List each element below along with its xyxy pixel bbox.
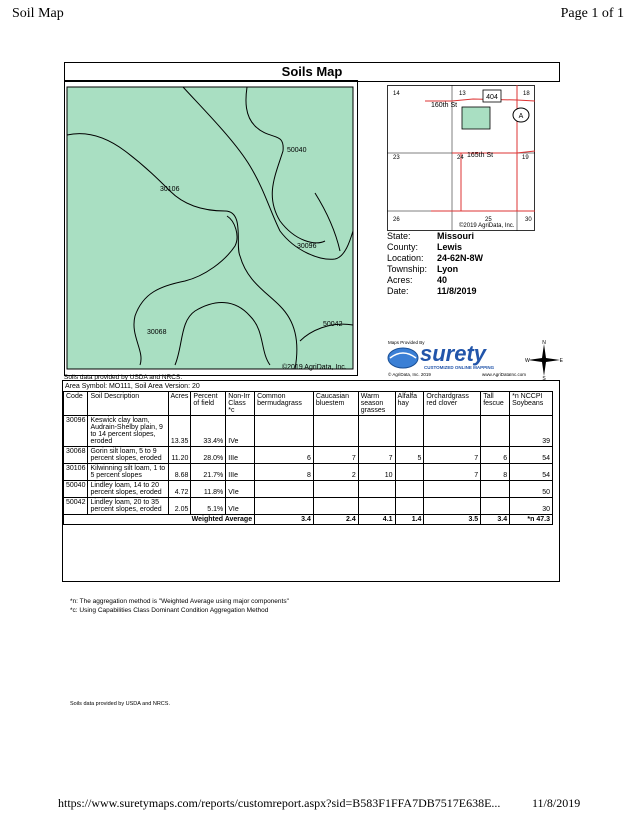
road-label: 160th St	[431, 102, 458, 109]
col-header: Common bermudagrass	[255, 392, 314, 416]
col-header: Percent of field	[191, 392, 226, 416]
section-label: 18	[523, 91, 530, 97]
section-label: 30	[525, 217, 532, 223]
field-location	[462, 107, 490, 129]
table-row	[64, 481, 553, 498]
soil-table-section	[62, 380, 560, 582]
table-cell: 30	[510, 498, 553, 515]
weighted-value: 3.4	[481, 515, 510, 525]
table-cell	[481, 498, 510, 515]
col-header: Acres	[168, 392, 191, 416]
weighted-value: *n 47.3	[510, 515, 553, 525]
table-cell	[395, 498, 424, 515]
soil-map-graphic	[65, 81, 357, 375]
section-label: 19	[522, 155, 529, 161]
table-cell: 10	[358, 464, 395, 481]
table-cell	[395, 481, 424, 498]
table-cell: 2	[313, 464, 358, 481]
soil-map	[64, 80, 358, 376]
table-row	[64, 447, 553, 464]
surety-globe-icon	[386, 346, 420, 370]
footer-date: 11/8/2019	[532, 796, 581, 810]
table-cell: 11.20	[168, 447, 191, 464]
table-cell: 8	[481, 464, 510, 481]
section-label: 26	[393, 217, 400, 223]
table-cell: 28.0%	[191, 447, 226, 464]
table-cell	[424, 416, 481, 447]
table-cell: 5.1%	[191, 498, 226, 515]
table-cell: 2.05	[168, 498, 191, 515]
map-copyright: ©2019 AgriData, Inc.	[282, 364, 347, 371]
weighted-average-row	[64, 515, 553, 525]
section-label: 14	[393, 91, 400, 97]
table-cell	[424, 481, 481, 498]
field-boundary	[67, 87, 353, 369]
table-cell: IIIe	[226, 447, 255, 464]
surety-tagline: CUSTOMIZED ONLINE MAPPING	[424, 365, 495, 370]
soil-label: 30068	[147, 329, 167, 336]
weighted-value: 4.1	[358, 515, 395, 525]
table-cell	[313, 498, 358, 515]
table-cell	[424, 498, 481, 515]
surety-copyright: © AgriData, Inc. 2019	[388, 372, 431, 377]
map-credit: Soils data provided by USDA and NRCS.	[64, 374, 183, 381]
table-cell: Kilwinning silt loam, 1 to 5 percent slopes	[88, 464, 168, 481]
surety-logo	[386, 340, 572, 380]
info-list: State: Missouri County: Lewis Location: 24-62N-8W Township: Lyon Acres: 40 Date: 11/8/2019	[387, 231, 484, 296]
location-map-copyright: ©2019 AgriData, Inc.	[459, 223, 515, 229]
table-cell: 11.8%	[191, 481, 226, 498]
soil-table	[63, 391, 553, 525]
maps-provided-by: Maps Provided By	[388, 340, 425, 345]
soil-table-body	[64, 416, 553, 515]
area-symbol: Area Symbol: MO111, Soil Area Version: 20	[65, 383, 200, 390]
table-cell: 8.68	[168, 464, 191, 481]
route-shield-a: A	[518, 113, 524, 120]
col-header: Tall fescue	[481, 392, 510, 416]
table-cell: 8	[255, 464, 314, 481]
col-header: Code	[64, 392, 88, 416]
bottom-credit: Soils data provided by USDA and NRCS.	[70, 701, 170, 707]
soil-label: 50040	[287, 147, 307, 154]
table-cell: IIIe	[226, 464, 255, 481]
table-cell: 21.7%	[191, 464, 226, 481]
table-cell	[358, 416, 395, 447]
section-label: 13	[459, 91, 466, 97]
table-cell: 50040	[64, 481, 88, 498]
table-cell: Lindley loam, 14 to 20 percent slopes, eroded	[88, 481, 168, 498]
table-cell	[255, 416, 314, 447]
table-cell: 30106	[64, 464, 88, 481]
table-cell: 13.35	[168, 416, 191, 447]
table-row	[64, 416, 553, 447]
page-header-title: Soil Map	[12, 6, 64, 21]
location-map	[387, 85, 535, 231]
road-label: 165th St	[467, 152, 494, 159]
col-header: Alfalfa hay	[395, 392, 424, 416]
table-cell	[395, 464, 424, 481]
svg-text:E: E	[559, 358, 563, 364]
table-cell: 50	[510, 481, 553, 498]
compass-icon	[524, 340, 564, 380]
table-cell: 33.4%	[191, 416, 226, 447]
col-header: Orchardgrass red clover	[424, 392, 481, 416]
table-cell: 7	[358, 447, 395, 464]
table-cell	[358, 481, 395, 498]
col-header: Warm season grasses	[358, 392, 395, 416]
section-label: 25	[485, 217, 492, 223]
table-cell: 7	[313, 447, 358, 464]
svg-text:W: W	[525, 358, 530, 364]
weighted-value: 3.4	[255, 515, 314, 525]
table-cell: VIe	[226, 481, 255, 498]
section-label: 23	[393, 155, 400, 161]
table-header-row	[64, 392, 553, 416]
table-cell: 6	[481, 447, 510, 464]
location-map-graphic	[387, 85, 535, 231]
soil-label: 30106	[160, 186, 180, 193]
table-cell	[481, 481, 510, 498]
page-number: Page 1 of 1	[560, 6, 624, 21]
route-shield-404: 404	[486, 94, 498, 101]
note-aggregation: *n: The aggregation method is "Weighted Average using major components"	[70, 598, 289, 605]
surety-website: www.AgriDataInc.com	[482, 372, 527, 377]
report-title: Soils Map	[64, 62, 560, 82]
table-cell	[255, 498, 314, 515]
table-cell: 54	[510, 464, 553, 481]
surety-brand: surety	[420, 341, 487, 366]
table-cell: Keswick clay loam, Audrain-Shelby plain, 9 to 14 percent slopes, eroded	[88, 416, 168, 447]
table-cell	[313, 481, 358, 498]
section-label: 24	[457, 155, 464, 161]
table-cell: IVe	[226, 416, 255, 447]
table-row	[64, 464, 553, 481]
table-cell: 30068	[64, 447, 88, 464]
col-header: Caucasian bluestem	[313, 392, 358, 416]
footer-url[interactable]: https://www.suretymaps.com/reports/customreport.aspx?sid=B583F1FFA7DB7517E638E...	[58, 796, 501, 810]
col-header: Non-Irr Class *c	[226, 392, 255, 416]
table-cell: 6	[255, 447, 314, 464]
table-cell: Gorin silt loam, 5 to 9 percent slopes, eroded	[88, 447, 168, 464]
table-row	[64, 498, 553, 515]
table-cell: 50042	[64, 498, 88, 515]
svg-text:N: N	[542, 340, 546, 346]
table-cell	[395, 416, 424, 447]
table-cell: 5	[395, 447, 424, 464]
table-cell: Lindley loam, 20 to 35 percent slopes, eroded	[88, 498, 168, 515]
table-cell: 7	[424, 464, 481, 481]
weighted-average-label: Weighted Average	[64, 515, 255, 525]
svg-text:S: S	[542, 376, 546, 380]
table-cell: 54	[510, 447, 553, 464]
weighted-value: 3.5	[424, 515, 481, 525]
table-cell: VIe	[226, 498, 255, 515]
weighted-value: 2.4	[313, 515, 358, 525]
table-cell	[481, 416, 510, 447]
table-cell	[313, 416, 358, 447]
col-header: Soil Description	[88, 392, 168, 416]
soil-label: 30096	[297, 243, 317, 250]
weighted-value: 1.4	[395, 515, 424, 525]
table-cell: 7	[424, 447, 481, 464]
table-cell	[255, 481, 314, 498]
col-header: *n NCCPI Soybeans	[510, 392, 553, 416]
note-capability: *c: Using Capabilities Class Dominant Condition Aggregation Method	[70, 607, 269, 614]
table-cell	[358, 498, 395, 515]
table-cell: 30096	[64, 416, 88, 447]
table-cell: 4.72	[168, 481, 191, 498]
table-cell: 39	[510, 416, 553, 447]
soil-label: 50042	[323, 321, 343, 328]
